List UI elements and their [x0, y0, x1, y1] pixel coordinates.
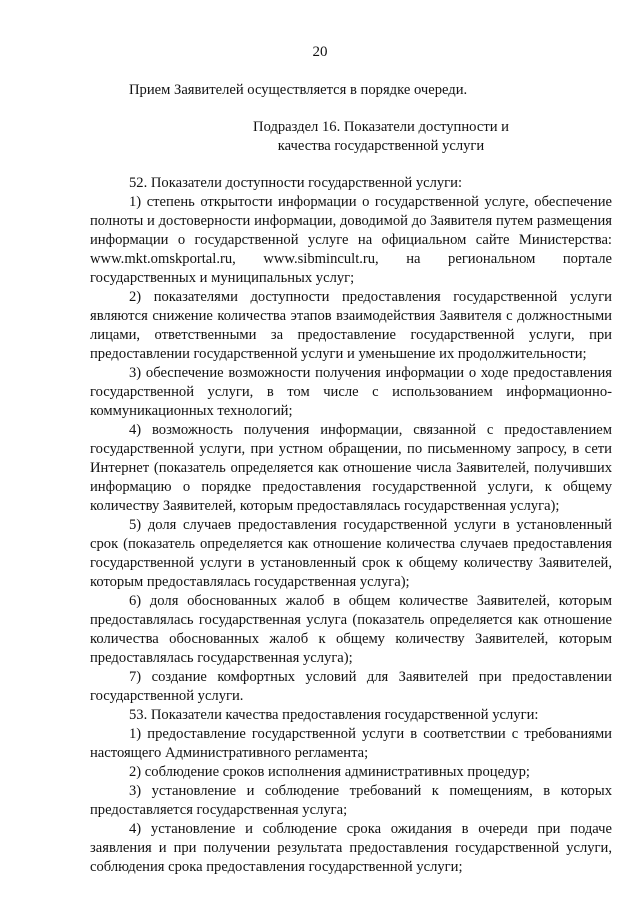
- paragraph-52-item-4: 4) возможность получения информации, связанной с предоставлением государственной услуги, при устном обращении, по письменному запросу, в сети Интернет (показатель определяется как отношение числа Заявителей, получивших информацию о порядке предоставления государственной услуги, к общему количеству Заявителей, которым предоставлялась государственная услуга);: [90, 422, 612, 514]
- paragraph-52: 52. Показатели доступности государственной услуги:: [129, 175, 463, 191]
- paragraph-52-item-1: 1) степень открытости информации о государственной услуге, обеспечение полноты и достоверности информации, доводимой до Заявителя путем размещения информации о государственной услуге на официальном сайте Министерства: www.mkt.omskportal.ru, www.sibminсult.ru, на региональном портале государственных и муниципальных услуг;: [90, 194, 612, 286]
- section-heading-line-2: качества государственной услуги: [277, 138, 485, 154]
- intro-paragraph: Прием Заявителей осуществляется в порядке очереди.: [129, 82, 468, 98]
- paragraph-53-item-4: 4) установление и соблюдение срока ожидания в очереди при подаче заявления и при получении результата предоставления государственной услуги, соблюдения срока предоставления государственной услуги;: [90, 821, 612, 875]
- paragraph-52-item-3: 3) обеспечение возможности получения информации о ходе предоставления государственной услуги, в том числе с использованием информационно-коммуникационных технологий;: [90, 365, 612, 419]
- paragraph-52-item-5: 5) доля случаев предоставления государственной услуги в установленный срок (показатель определяется как отношение количества случаев предоставления государственной услуги в установленный срок к общему количеству Заявителей, которым предоставлялась государственная услуга);: [90, 517, 612, 590]
- paragraph-52-item-2: 2) показателями доступности предоставления государственной услуги являются снижение количества этапов взаимодействия Заявителя с должностными лицами, ответственными за предоставление государственной услуги, при предоставлении государственной услуги и уменьшение их продолжительности;: [90, 289, 612, 362]
- paragraph-53-item-2: 2) соблюдение сроков исполнения административных процедур;: [129, 764, 530, 780]
- paragraph-53: 53. Показатели качества предоставления государственной услуги:: [129, 707, 539, 723]
- section-heading-line-1: Подраздел 16. Показатели доступности и: [253, 119, 509, 135]
- paragraph-52-item-7: 7) создание комфортных условий для Заявителей при предоставлении государственной услуги.: [90, 669, 612, 704]
- paragraph-53-item-3: 3) установление и соблюдение требований к помещениям, в которых предоставляется государственная услуга;: [90, 783, 612, 818]
- document-body: [90, 81, 612, 877]
- paragraph-53-item-1: 1) предоставление государственной услуги в соответствии с требованиями настоящего Административного регламента;: [90, 726, 612, 761]
- paragraph-52-item-6: 6) доля обоснованных жалоб в общем количестве Заявителей, которым предоставлялась государственная услуга (показатель определяется как отношение количества обоснованных жалоб к общему количеству Заявителей, которым предоставлялась государственная услуга);: [90, 593, 612, 666]
- section-heading: [90, 118, 612, 156]
- page-number: 20: [312, 44, 328, 60]
